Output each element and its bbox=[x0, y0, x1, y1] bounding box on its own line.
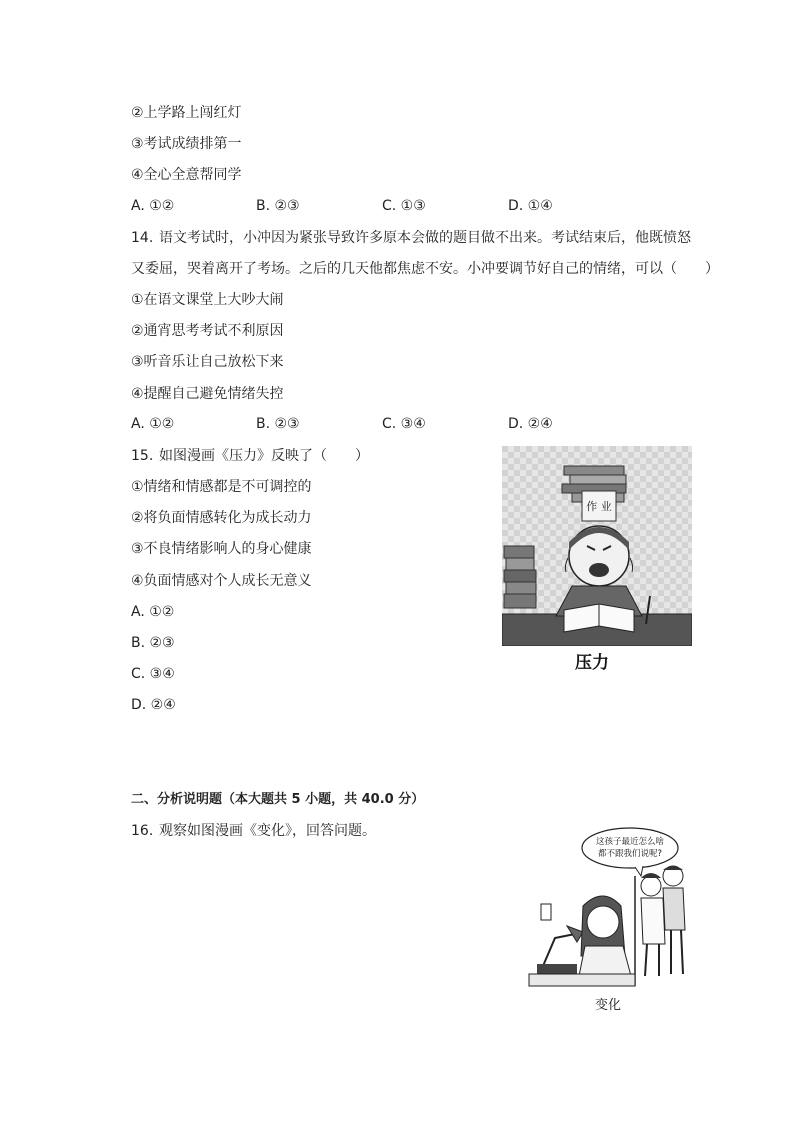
q14-stem-line2: 又委屈，哭着离开了考场。之后的几天他都焦虑不安。小冲要调节好自己的情绪，可以（ ） bbox=[131, 261, 719, 277]
q13-item-3: ③考试成绩排第一 bbox=[131, 136, 242, 152]
q14-option-b[interactable]: B. ②③ bbox=[256, 416, 300, 432]
q13-item-2: ②上学路上闯红灯 bbox=[131, 105, 242, 121]
q15-item-2: ②将负面情感转化为成长动力 bbox=[131, 510, 312, 526]
change-figure-caption: 变化 bbox=[595, 998, 622, 1013]
q14-option-c[interactable]: C. ③④ bbox=[382, 416, 426, 432]
q15-option-b[interactable]: B. ②③ bbox=[131, 635, 175, 651]
q16-stem bbox=[131, 822, 376, 840]
q15-item-3: ③不良情绪影响人的身心健康 bbox=[131, 541, 312, 557]
q14-stem-text: 语文考试时，小冲因为紧张导致许多原本会做的题目做不出来。考试结束后，他既愤怒 bbox=[159, 230, 691, 246]
pressure-cartoon-illustration bbox=[502, 446, 692, 646]
q14-option-d[interactable]: D. ②④ bbox=[508, 416, 553, 432]
q13-option-c[interactable]: C. ①③ bbox=[382, 198, 426, 214]
bubble-line-2: 都不跟我们说呢? bbox=[597, 849, 663, 859]
q15-stem bbox=[131, 447, 369, 465]
q15-item-4: ④负面情感对个人成长无意义 bbox=[131, 573, 312, 589]
section-2-title: 二、分析说明题（本大题共 5 小题，共 40.0 分） bbox=[131, 792, 425, 807]
q15-number: 15. bbox=[131, 448, 154, 464]
bubble-line-1: 这孩子最近怎么啥 bbox=[595, 837, 665, 847]
q14-item-2: ②通宵思考考试不利原因 bbox=[131, 323, 284, 339]
q14-item-4: ④提醒自己避免情绪失控 bbox=[131, 386, 284, 402]
q16-number: 16. bbox=[131, 823, 154, 839]
q14-item-1: ①在语文课堂上大吵大闹 bbox=[131, 292, 284, 308]
change-cartoon-illustration bbox=[523, 826, 693, 991]
homework-book-label: 作 业 bbox=[586, 500, 612, 513]
q14-options bbox=[131, 415, 571, 433]
q15-stem-text: 如图漫画《压力》反映了（ ） bbox=[159, 448, 369, 464]
q13-item-4: ④全心全意帮同学 bbox=[131, 167, 242, 183]
q13-option-d[interactable]: D. ①④ bbox=[508, 198, 553, 214]
q13-option-b[interactable]: B. ②③ bbox=[256, 198, 300, 214]
q16-stem-text: 观察如图漫画《变化》，回答问题。 bbox=[159, 823, 376, 839]
q14-option-a[interactable]: A. ①② bbox=[131, 416, 175, 432]
pressure-cartoon-figure bbox=[502, 446, 692, 676]
q15-option-c[interactable]: C. ③④ bbox=[131, 666, 175, 682]
q13-option-a[interactable]: A. ①② bbox=[131, 198, 175, 214]
q15-option-d[interactable]: D. ②④ bbox=[131, 697, 176, 713]
change-cartoon-figure bbox=[523, 826, 693, 1016]
q15-item-1: ①情绪和情感都是不可调控的 bbox=[131, 479, 312, 495]
q15-option-a[interactable]: A. ①② bbox=[131, 604, 175, 620]
pressure-figure-caption: 压力 bbox=[575, 653, 609, 673]
q13-options bbox=[131, 197, 571, 215]
q14-item-3: ③听音乐让自己放松下来 bbox=[131, 354, 284, 370]
q14-number: 14. bbox=[131, 230, 154, 246]
q14-stem-line1 bbox=[131, 229, 691, 247]
